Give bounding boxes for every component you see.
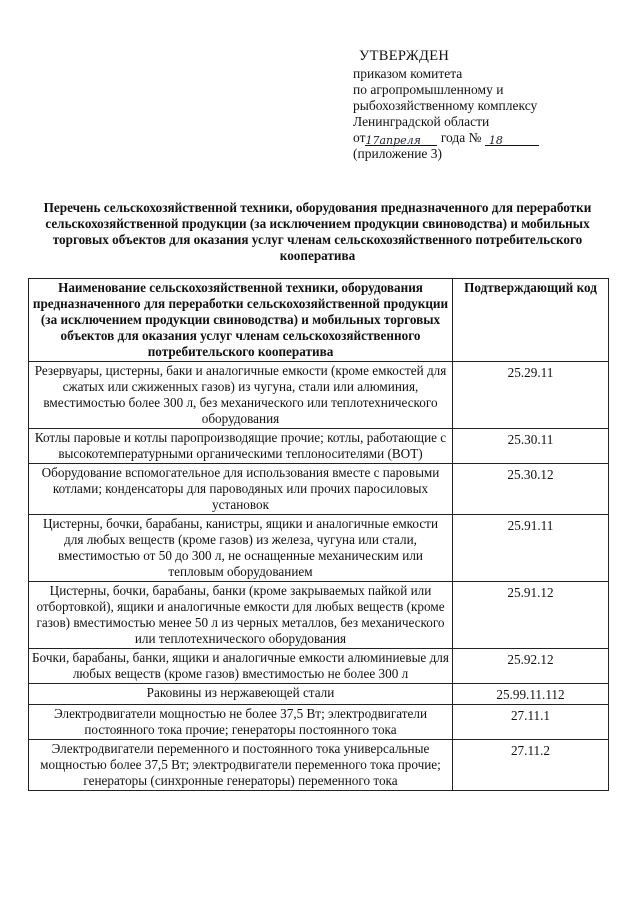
row-code: 25.99.11.112 bbox=[453, 684, 609, 705]
date-prefix: от bbox=[353, 130, 366, 145]
header-name: Наименование сельскохозяйственной техники, оборудования предназначенного для переработки сельскохозяйственной продукции (за исключением продукции свиноводства) и мобильных торговых объектов для оказания услуг членам сельскохозяйственного потребительского кооператива bbox=[29, 279, 453, 362]
row-code: 25.29.11 bbox=[453, 362, 609, 429]
row-name: Котлы паровые и котлы паропроизводящие прочие; котлы, работающие с высокотемпературными органическими теплоносителями (ВОТ) bbox=[29, 429, 453, 464]
row-code: 25.91.11 bbox=[453, 515, 609, 582]
date-handwritten: 17апреля bbox=[365, 134, 421, 147]
row-code: 27.11.2 bbox=[453, 740, 609, 791]
row-name: Оборудование вспомогательное для использования вместе с паровыми котлами; конденсаторы для пароводяных или прочих паросиловых установок bbox=[29, 464, 453, 515]
year-number-label: года № bbox=[440, 130, 482, 145]
table-header-row bbox=[29, 279, 609, 362]
approval-line: Ленинградской области bbox=[353, 114, 490, 129]
approval-line: рыбохозяйственному комплексу bbox=[353, 98, 538, 113]
table-row bbox=[29, 649, 609, 684]
approval-date-line bbox=[353, 130, 593, 146]
table-row bbox=[29, 362, 609, 429]
row-name: Резервуары, цистерны, баки и аналогичные емкости (кроме емкостей для сжатых или сжиженных газов) из чугуна, стали или алюминия, вместимостью более 300 л, без механического или теплотехнического оборудования bbox=[29, 362, 453, 429]
row-code: 25.91.12 bbox=[453, 582, 609, 649]
row-code: 25.30.12 bbox=[453, 464, 609, 515]
row-name: Цистерны, бочки, барабаны, банки (кроме закрываемых пайкой или отбортовкой), ящики и аналогичные емкости для любых веществ (кроме газов) вместимостью менее 50 л из черных металлов, без механического или теплотехнического оборудования bbox=[29, 582, 453, 649]
approval-line: по агропромышленному и bbox=[353, 82, 504, 97]
table-row bbox=[29, 705, 609, 740]
row-name: Бочки, барабаны, банки, ящики и аналогичные емкости алюминиевые для любых веществ (кроме газов) вместимостью не более 300 л bbox=[29, 649, 453, 684]
table-row bbox=[29, 684, 609, 705]
number-handwritten: 18 bbox=[488, 134, 503, 147]
table-row bbox=[29, 515, 609, 582]
appendix-label: (приложение 3) bbox=[353, 146, 443, 161]
date-field bbox=[365, 132, 437, 146]
row-name: Электродвигатели переменного и постоянного тока универсальные мощностью более 37,5 Вт; электродвигатели переменного тока прочие; генераторы (синхронные генераторы) переменного тока bbox=[29, 740, 453, 791]
row-code: 27.11.1 bbox=[453, 705, 609, 740]
row-code: 25.92.12 bbox=[453, 649, 609, 684]
header-code: Подтверждающий код bbox=[453, 279, 609, 362]
number-field bbox=[485, 132, 539, 146]
row-code: 25.30.11 bbox=[453, 429, 609, 464]
row-name: Цистерны, бочки, барабаны, канистры, ящики и аналогичные емкости для любых веществ (кроме газов) из железа, чугуна или стали, вместимостью от 50 до 300 л, не оснащенные механическим или тепловым оборудованием bbox=[29, 515, 453, 582]
approval-line: приказом комитета bbox=[353, 66, 463, 81]
table-row bbox=[29, 582, 609, 649]
approval-block bbox=[353, 48, 593, 162]
table-row bbox=[29, 464, 609, 515]
table-row bbox=[29, 740, 609, 791]
equipment-table bbox=[28, 278, 609, 791]
row-name: Раковины из нержавеющей стали bbox=[29, 684, 453, 705]
document-title: Перечень сельскохозяйственной техники, оборудования предназначенного для переработки сельскохозяйственной продукции (за исключением продукции свиноводства) и мобильных торговых объектов для оказания услуг членам сельскохозяйственного потребительского кооператива bbox=[43, 200, 592, 263]
table-row bbox=[29, 429, 609, 464]
approval-heading: УТВЕРЖДЕН bbox=[359, 48, 450, 64]
row-name: Электродвигатели мощностью не более 37,5 Вт; электродвигатели постоянного тока прочие; генераторы постоянного тока bbox=[29, 705, 453, 740]
